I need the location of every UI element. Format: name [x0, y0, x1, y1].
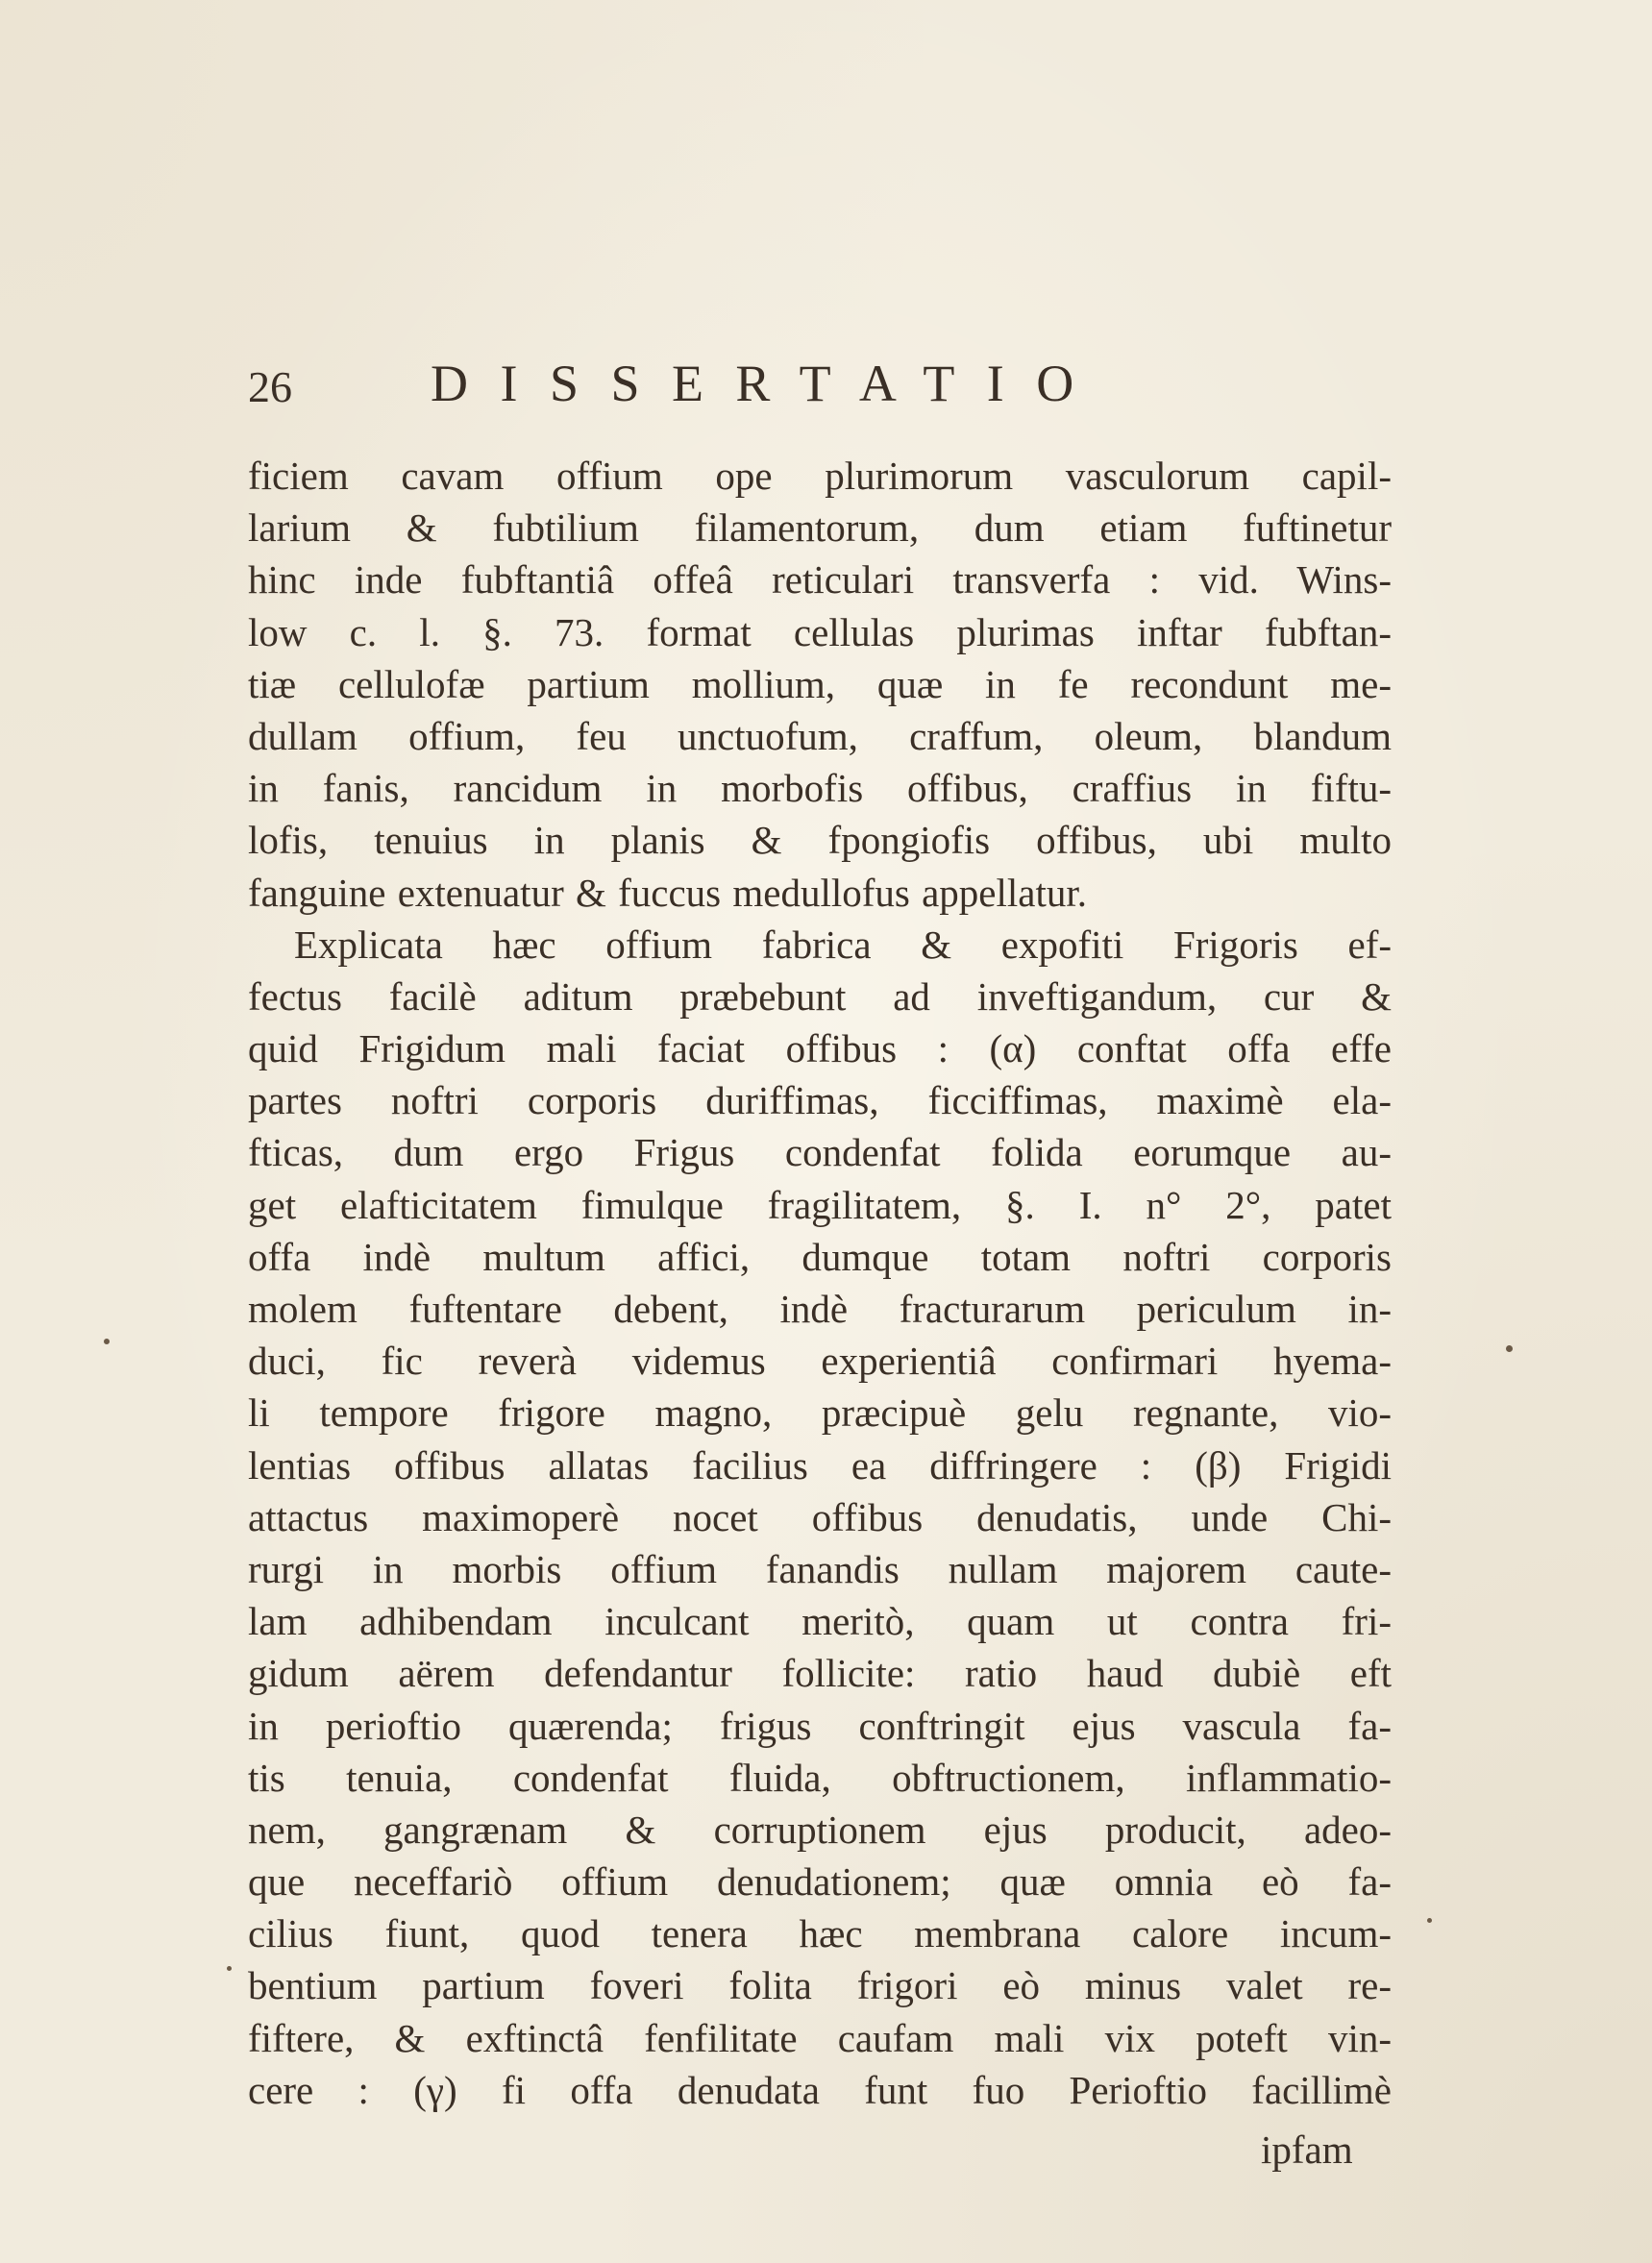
catchword: ipfam — [1261, 2128, 1353, 2172]
text-line: low c. l. §. 73. format cellulas plurimas inftar fubftan- — [248, 609, 1392, 654]
text-line: hinc inde fubftantiâ offeâ reticulari transverfa : vid. Wins- — [248, 557, 1392, 603]
text-line: bentium partium foveri folita frigori eò minus valet re- — [248, 1963, 1392, 2008]
text-line: in perioftio quærenda; frigus conftringit ejus vascula fa- — [248, 1703, 1392, 1748]
text-line: get elafticitatem fimulque fragilitatem, §. I. n° 2°, patet — [248, 1182, 1392, 1227]
text-line: partes noftri corporis duriffimas, ficciffimas, maximè ela- — [248, 1078, 1392, 1123]
paper-speck — [104, 1339, 110, 1344]
text-line: lofis, tenuius in planis & fpongiofis offibus, ubi multo — [248, 818, 1392, 863]
page-number: 26 — [248, 362, 292, 411]
text-line: rurgi in morbis offium fanandis nullam majorem caute- — [248, 1546, 1392, 1591]
body-text — [248, 450, 1392, 2116]
text-line: cilius fiunt, quod tenera hæc membrana calore incum- — [248, 1911, 1392, 1956]
text-line: ficiem cavam offium ope plurimorum vasculorum capil- — [248, 454, 1392, 498]
text-line: tiæ cellulofæ partium mollium, quæ in fe recondunt me- — [248, 661, 1392, 706]
text-line: cere : (γ) fi offa denudata funt fuo Perioftio facillimè — [248, 2067, 1392, 2112]
text-line: quid Frigidum mali faciat offibus : (α) conftat offa effe — [248, 1026, 1392, 1071]
paper-speck — [1427, 1918, 1432, 1923]
text-line: lam adhibendam inculcant meritò, quam ut contra fri- — [248, 1599, 1392, 1644]
text-line: fectus facilè aditum præbebunt ad inveftigandum, cur & — [248, 973, 1392, 1019]
text-line: li tempore frigore magno, præcipuè gelu regnante, vio- — [248, 1390, 1392, 1436]
text-line: dullam offium, feu unctuofum, craffum, oleum, blandum — [248, 713, 1392, 758]
page-header — [248, 354, 1238, 421]
text-line: que neceffariò offium denudationem; quæ omnia eò fa- — [248, 1859, 1392, 1905]
text-line: larium & fubtilium filamentorum, dum etiam fuftinetur — [248, 505, 1392, 551]
text-line: tis tenuia, condenfat fluida, obftructionem, inflammatio- — [248, 1755, 1392, 1800]
text-line: lentias offibus allatas facilius ea diffringere : (β) Frigidi — [248, 1442, 1392, 1488]
text-line: molem fuftentare debent, indè fracturarum periculum in- — [248, 1287, 1392, 1331]
text-line: fiftere, & exftinctâ fenfilitate caufam mali vix poteft vin- — [248, 2015, 1392, 2060]
text-line: fticas, dum ergo Frigus condenfat folida eorumque au- — [248, 1130, 1392, 1175]
text-line: attactus maximoperè nocet offibus denudatis, unde Chi- — [248, 1494, 1392, 1539]
text-line: offa indè multum affici, dumque totam noftri corporis — [248, 1234, 1392, 1279]
text-line: duci, fic reverà videmus experientiâ confirmari hyema- — [248, 1339, 1392, 1384]
running-title: DISSERTATIO — [431, 355, 1106, 412]
text-line: gidum aërem defendantur follicite: ratio haud dubiè eft — [248, 1651, 1392, 1696]
text-line: nem, gangrænam & corruptionem ejus producit, adeo- — [248, 1807, 1392, 1852]
text-line: Explicata hæc offium fabrica & expofiti Frigoris ef- — [294, 922, 1392, 967]
text-line: in fanis, rancidum in morbofis offibus, craffius in fiftu- — [248, 766, 1392, 811]
text-line: fanguine extenuatur & fuccus medullofus appellatur. — [248, 870, 1088, 915]
paper-speck — [227, 1966, 232, 1971]
paper-speck — [1506, 1345, 1513, 1352]
